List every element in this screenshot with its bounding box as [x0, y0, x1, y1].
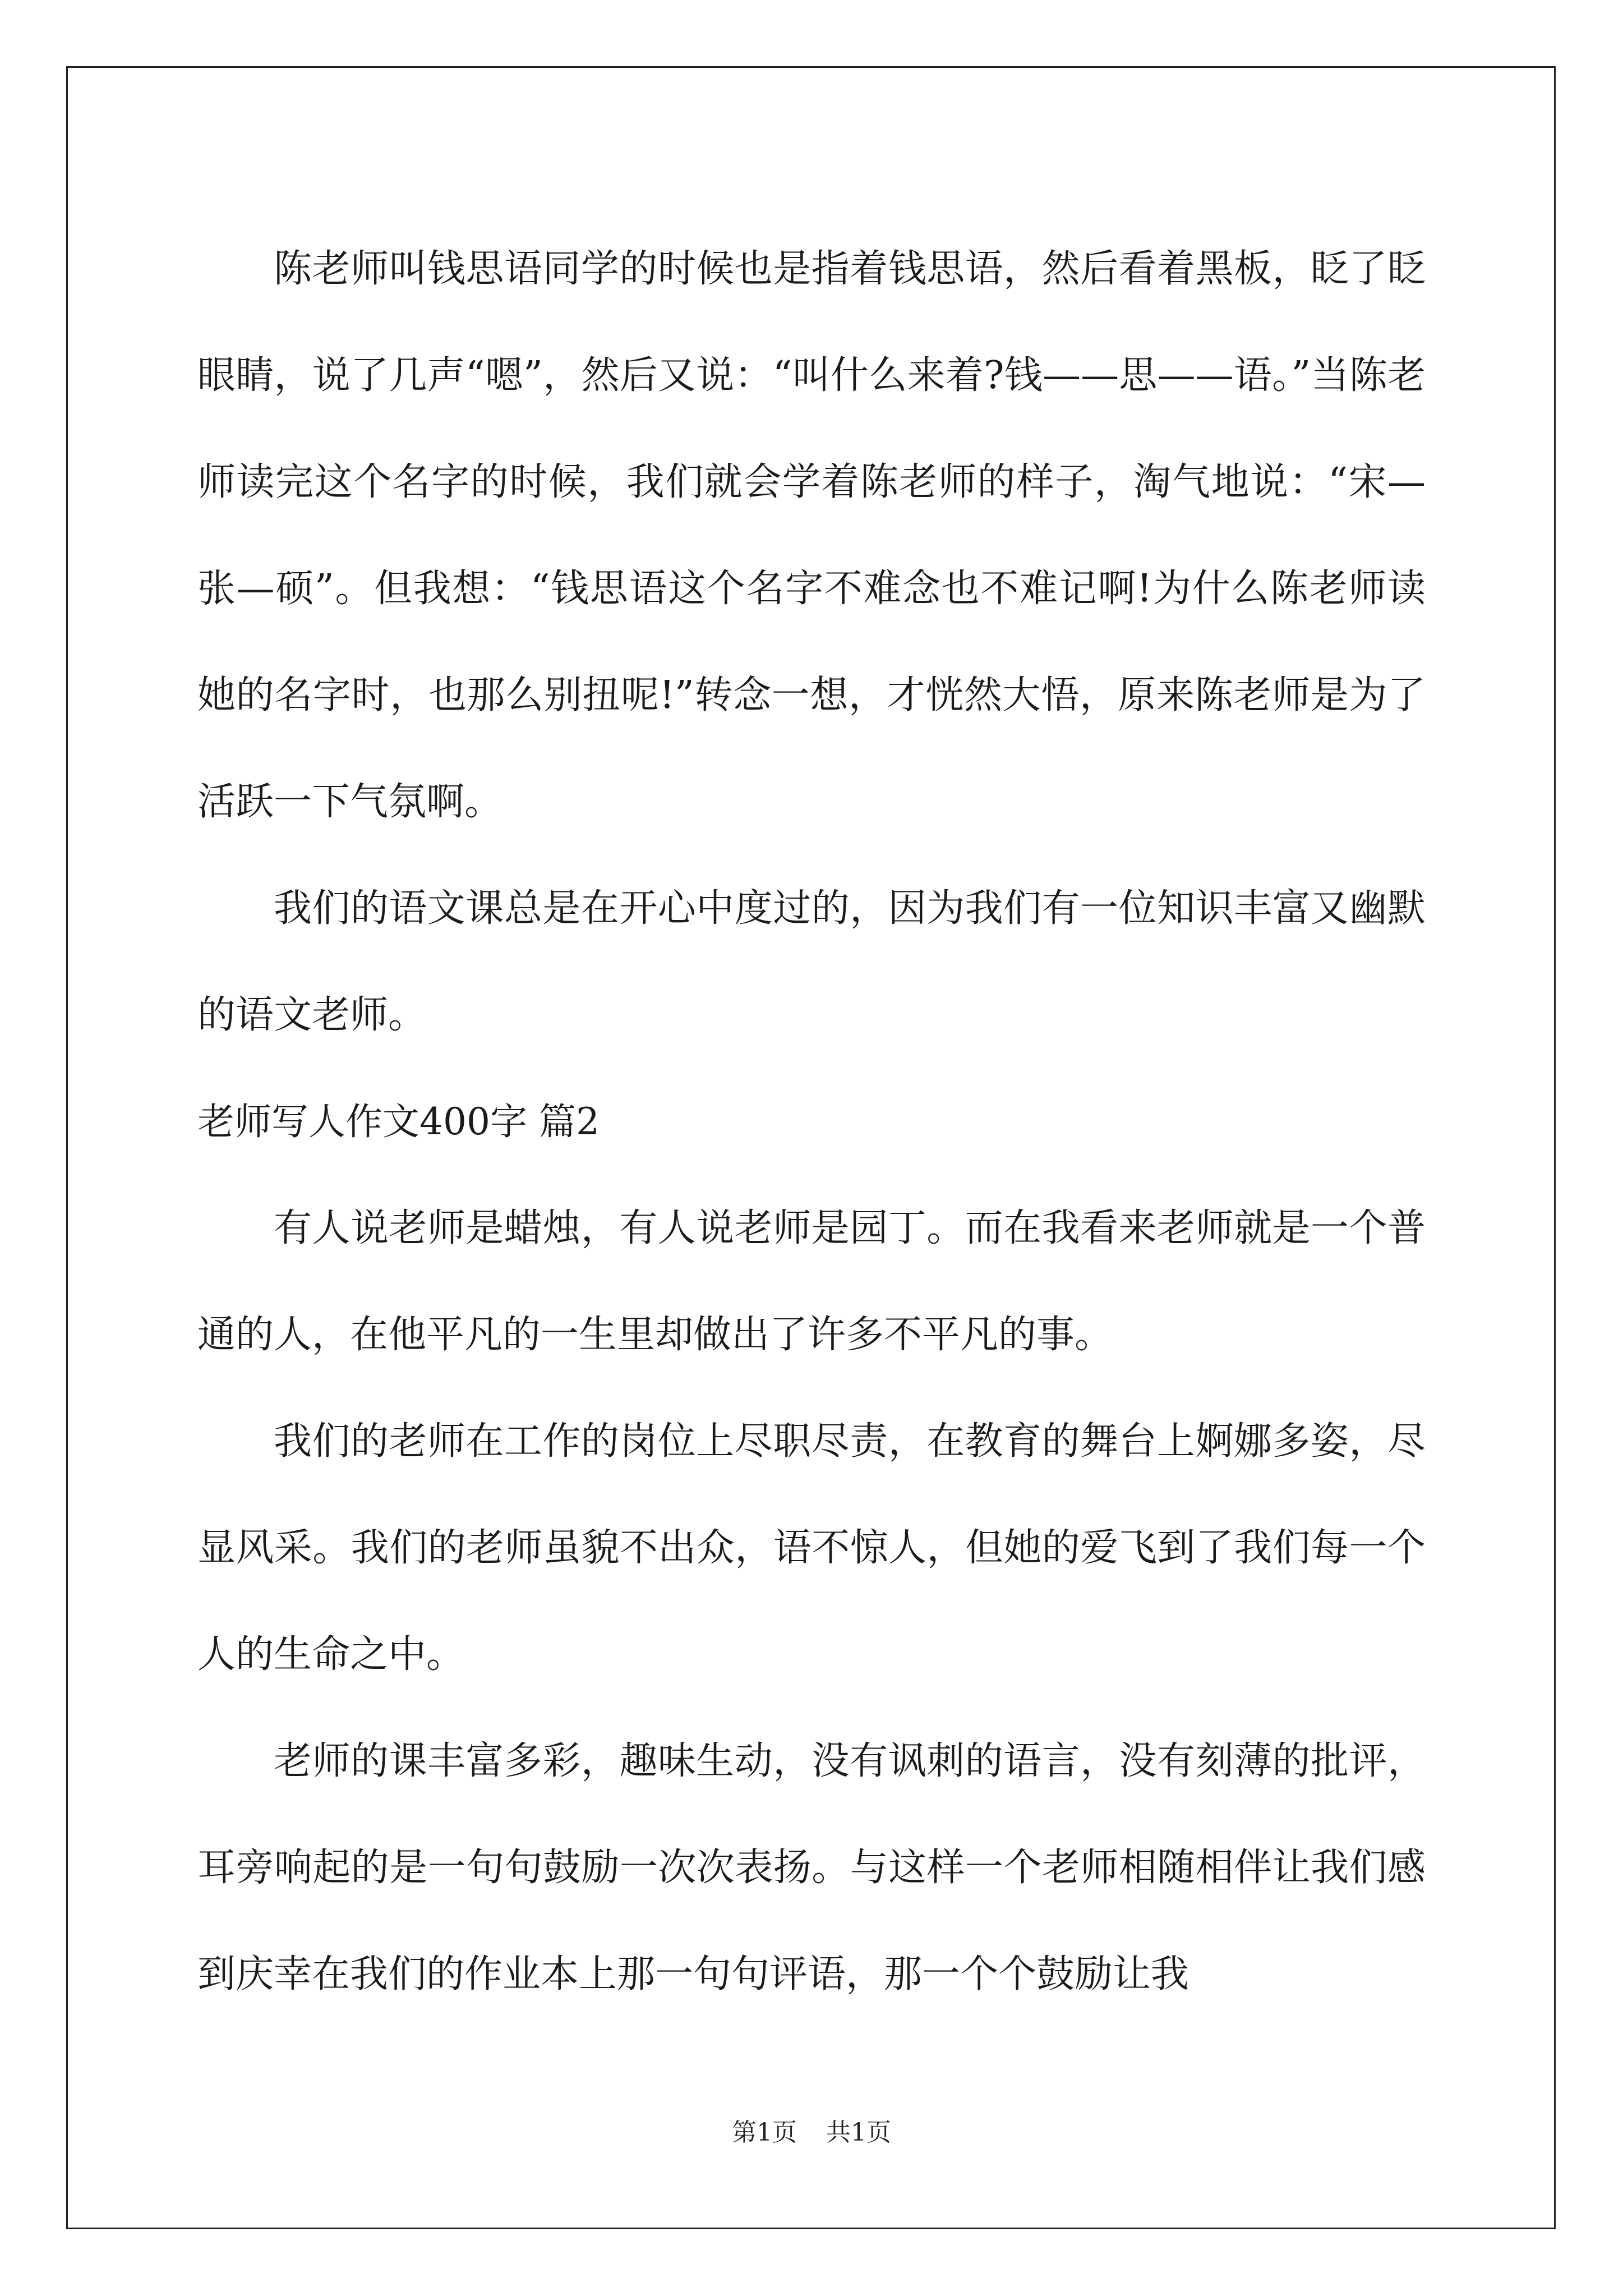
paragraph-2: 我们的语文课总是在开心中度过的，因为我们有一位知识丰富又幽默的语文老师。 [197, 886, 1426, 1037]
section-heading: 老师写人作文400字 篇2 [197, 1100, 600, 1143]
document-body [197, 216, 1426, 2028]
paragraph-1: 陈老师叫钱思语同学的时候也是指着钱思语，然后看着黑板，眨了眨眼睛，说了几声“嗯”，然后又说：“叫什么来着?钱——思——语。”当陈老师读完这个名字的时候，我们就会学着陈老师的样子，淘气地说：“宋—张—硕”。但我想：“钱思语这个名字不难念也不难记啊!为什么陈老师读她的名字时，也那么别扭呢!”转念一想，才恍然大悟，原来陈老师是为了活跃一下气氛啊。 [197, 247, 1426, 824]
paragraph-5: 老师的课丰富多彩，趣味生动，没有讽刺的语言，没有刻薄的批评，耳旁响起的是一句句鼓励一次次表扬。与这样一个老师相随相伴让我们感到庆幸在我们的作业本上那一句句评语，那一个个鼓励让我 [197, 1739, 1426, 1996]
page-number: 第1页 [732, 2118, 797, 2147]
paragraph-3: 有人说老师是蜡烛，有人说老师是园丁。而在我看来老师就是一个普通的人，在他平凡的一生里却做出了许多不平凡的事。 [197, 1206, 1426, 1357]
page-total: 共1页 [826, 2118, 891, 2147]
paragraph-4: 我们的老师在工作的岗位上尽职尽责，在教育的舞台上婀娜多姿，尽显风采。我们的老师虽貌不出众，语不惊人，但她的爱飞到了我们每一个人的生命之中。 [197, 1419, 1426, 1677]
page-footer [0, 2116, 1623, 2150]
